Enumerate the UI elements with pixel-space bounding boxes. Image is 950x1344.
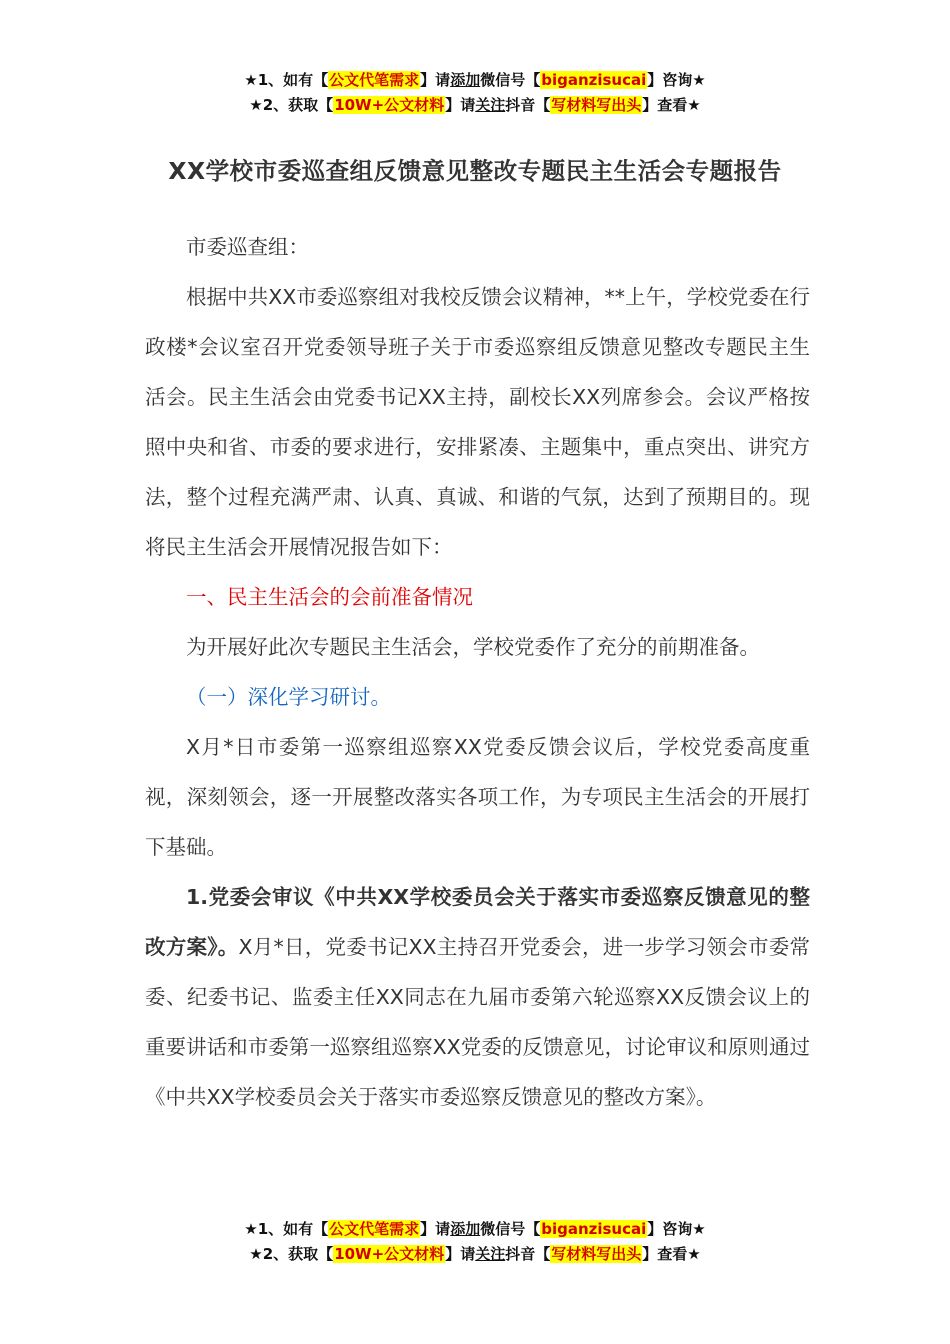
banner-line-1: ★1、如有【公文代笔需求】请添加微信号【biganzisucai】咨询★ [244, 71, 706, 89]
item-heading: 1.党委会审议《中共XX学校委员会关于落实市委巡察反馈意见的整改方案》。 [145, 885, 810, 959]
paragraph-intro: 根据中共XX市委巡察组对我校反馈会议精神，**上午，学校党委在行政楼*会议室召开党委领导班子关于市委巡察组反馈意见整改专题民主生活会。民主生活会由党委书记XX主持，副校长XX列席参会。会议严格按照中央和省、市委的要求进行，安排紧凑、主题集中，重点突出、讲究方法，整个过程充满严肃、认真、真诚、和谐的气氛，达到了预期目的。现将民主生活会开展情况报告如下： [145, 285, 810, 559]
banner-highlight: 10W+公文材料 [334, 1245, 445, 1263]
banner-line-2: ★2、获取【10W+公文材料】请关注抖音【写材料写出头】查看★ [249, 1245, 701, 1263]
banner-wechat-id: biganzisucai [541, 1220, 647, 1238]
banner-douyin-id: 写材料写出头 [551, 96, 642, 114]
banner-highlight: 公文代笔需求 [329, 71, 420, 89]
section-heading: 一、民主生活会的会前准备情况 [186, 585, 473, 609]
banner-highlight: 公文代笔需求 [329, 1220, 420, 1238]
banner-highlight: 10W+公文材料 [334, 96, 445, 114]
footer-banner [0, 1217, 950, 1267]
paragraph: X月*日市委第一巡察组巡察XX党委反馈会议后，学校党委高度重视，深刻领会，逐一开展整改落实各项工作，为专项民主生活会的开展打下基础。 [145, 735, 810, 859]
document-body [145, 222, 810, 1122]
salutation: 市委巡查组： [186, 235, 309, 259]
banner-wechat-id: biganzisucai [541, 71, 647, 89]
subsection-heading: （一）深化学习研讨。 [186, 685, 391, 709]
document-title: XX学校市委巡查组反馈意见整改专题民主生活会专题报告 [168, 157, 782, 185]
banner-line-2: ★2、获取【10W+公文材料】请关注抖音【写材料写出头】查看★ [249, 96, 701, 114]
paragraph-item-1 [145, 872, 810, 1122]
paragraph: 为开展好此次专题民主生活会，学校党委作了充分的前期准备。 [186, 635, 760, 659]
header-banner [0, 68, 950, 118]
item-text: X月*日，党委书记XX主持召开党委会，进一步学习领会市委常委、纪委书记、监委主任XX同志在九届市委第六轮巡察XX反馈会议上的重要讲话和市委第一巡察组巡察XX党委的反馈意见，讨论审议和原则通过《中共XX学校委员会关于落实市委巡察反馈意见的整改方案》。 [145, 935, 810, 1109]
banner-douyin-id: 写材料写出头 [551, 1245, 642, 1263]
banner-line-1: ★1、如有【公文代笔需求】请添加微信号【biganzisucai】咨询★ [244, 1220, 706, 1238]
